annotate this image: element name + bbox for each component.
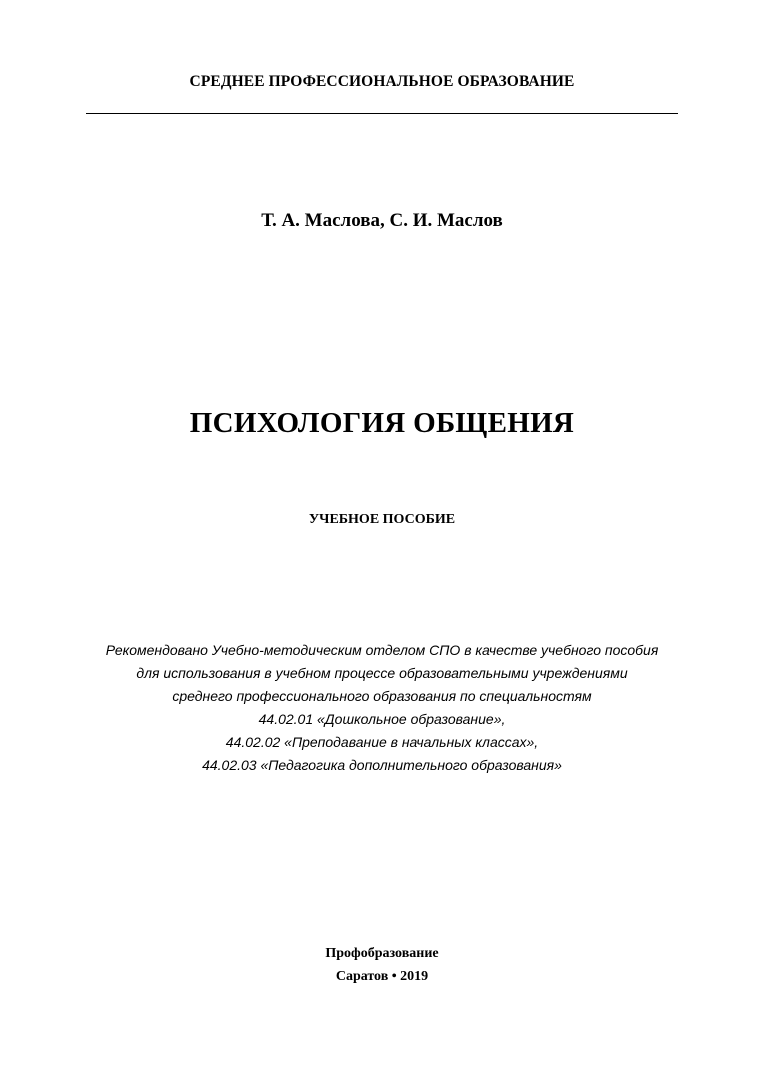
recommendation-line: для использования в учебном процессе образовательными учреждениями [136,665,628,681]
recommendation-line: среднего профессионального образования по специальностям [172,688,592,704]
book-title: ПСИХОЛОГИЯ ОБЩЕНИЯ [189,407,575,439]
recommendation-line: 44.02.03 «Педагогика дополнительного образования» [202,757,562,773]
city-year: Саратов • 2019 [335,969,429,984]
authors: Т. А. Маслова, С. И. Маслов [261,210,503,231]
recommendation-block [0,639,764,777]
header-rule [86,113,678,114]
series-heading: СРЕДНЕЕ ПРОФЕССИОНАЛЬНОЕ ОБРАЗОВАНИЕ [189,73,575,90]
publisher: Профобразование [325,946,439,961]
recommendation-line: 44.02.02 «Преподавание в начальных классах», [225,734,539,750]
book-subtitle: УЧЕБНОЕ ПОСОБИЕ [308,512,456,527]
recommendation-line: 44.02.01 «Дошкольное образование», [258,711,506,727]
recommendation-line: Рекомендовано Учебно-методическим отделом СПО в качестве учебного пособия [105,642,659,658]
